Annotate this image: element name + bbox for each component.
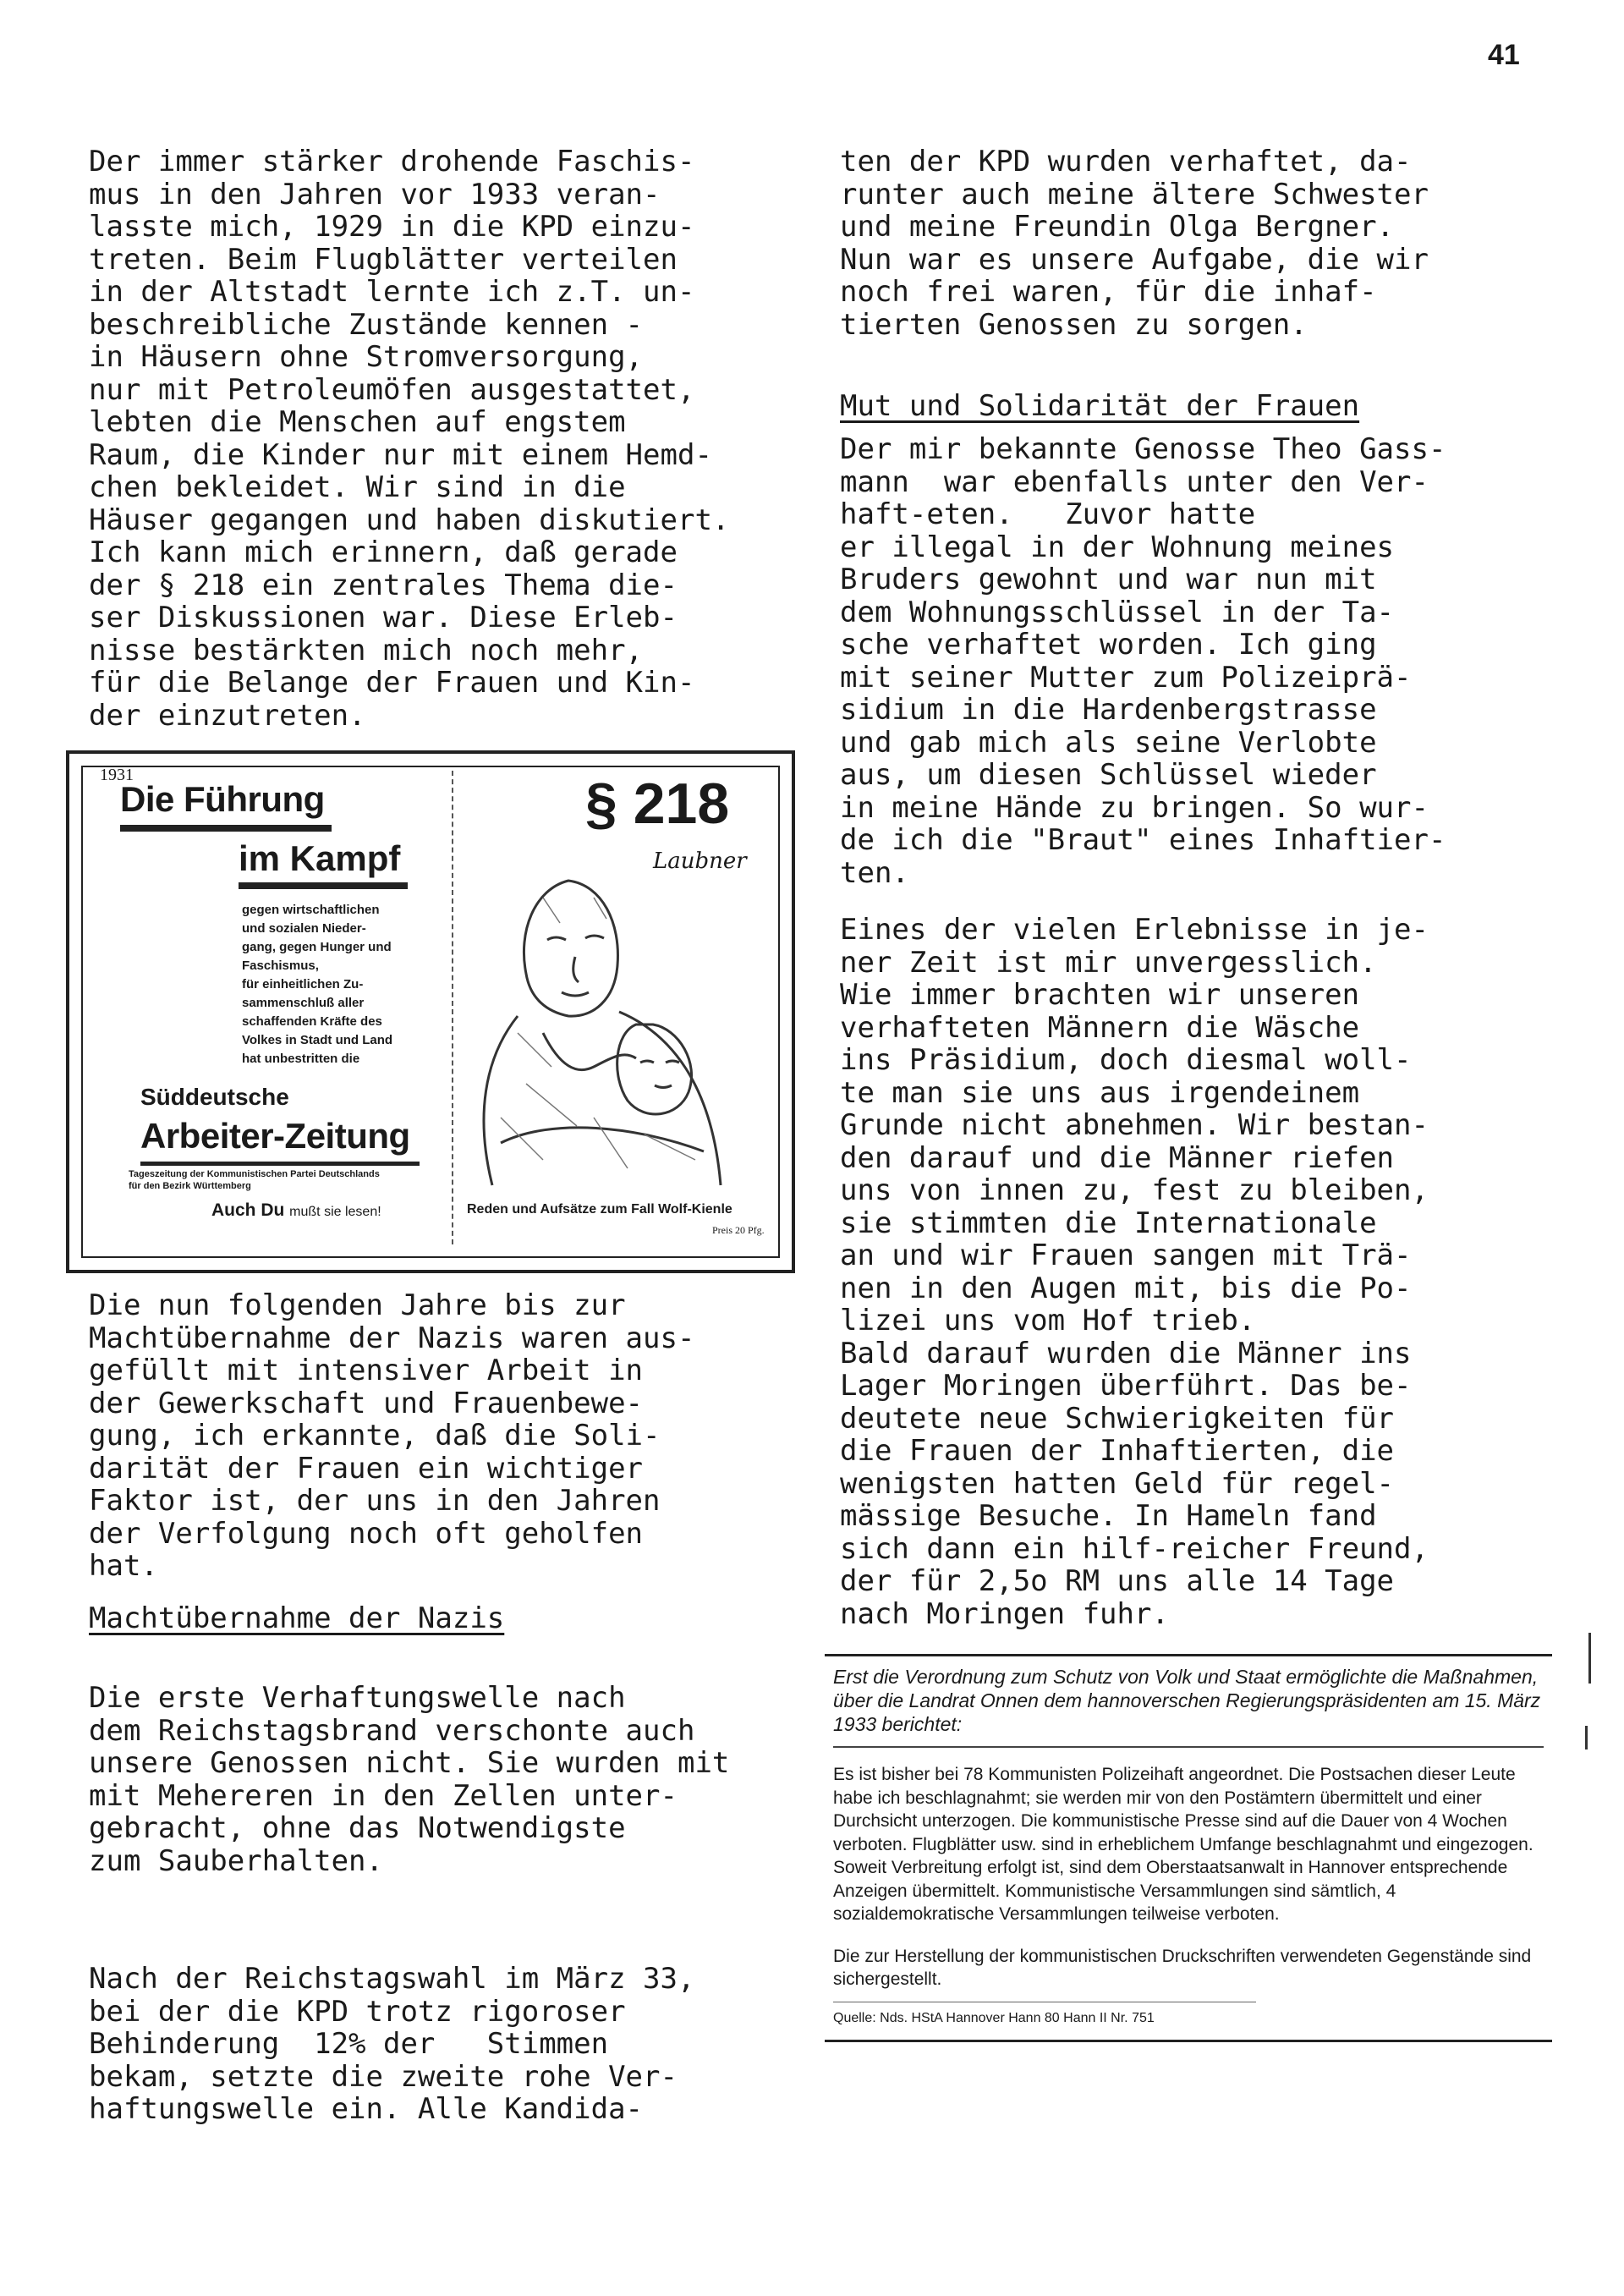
ad-caption: Reden und Aufsätze zum Fall Wolf-Kienle bbox=[467, 1202, 732, 1217]
text-line: Der immer stärker drohende Faschis- bbox=[89, 145, 695, 179]
text-line: dem Reichstagsbrand verschonte auch bbox=[89, 1713, 695, 1748]
text-line: runter auch meine ältere Schwester bbox=[840, 177, 1429, 211]
text-line: lasste mich, 1929 in die KPD einzu- bbox=[89, 210, 695, 244]
ad-signature: Laubner bbox=[653, 849, 747, 874]
heading-machtuebernahme: Machtübernahme der Nazis bbox=[89, 1601, 505, 1635]
text-line: treten. Beim Flugblätter verteilen bbox=[89, 242, 678, 277]
text-line: ins Präsidium, doch diesmal woll- bbox=[840, 1043, 1412, 1077]
text-line: nach Moringen fuhr. bbox=[840, 1596, 1169, 1631]
text-line: tierten Genossen zu sorgen. bbox=[840, 307, 1308, 342]
text-line: aus, um diesen Schlüssel wieder bbox=[840, 758, 1377, 792]
text-line: Machtübernahme der Nazis waren aus- bbox=[89, 1321, 695, 1355]
text-line: Eines der vielen Erlebnisse in je- bbox=[840, 913, 1429, 947]
ad-title-bar bbox=[120, 825, 332, 832]
text-line: gebracht, ohne das Notwendigste bbox=[89, 1811, 626, 1845]
left-intro-paragraph bbox=[89, 146, 729, 732]
text-line: der Verfolgung noch oft geholfen bbox=[89, 1516, 644, 1551]
text-line: Häuser gegangen und haben diskutiert. bbox=[89, 503, 730, 537]
text-line: Raum, die Kinder nur mit einem Hemd- bbox=[89, 437, 712, 472]
text-line: beschreibliche Zustände kennen - bbox=[89, 307, 644, 342]
text-line: Ich kann mich erinnern, daß gerade bbox=[89, 536, 678, 569]
text-line: te man sie uns aus irgendeinem bbox=[840, 1075, 1360, 1110]
right-top-paragraph bbox=[840, 146, 1429, 341]
text-line: mit seiner Mutter zum Polizeiprä- bbox=[840, 660, 1412, 695]
source-box-top-rule bbox=[825, 1654, 1552, 1656]
text-line: nisse bestärkten mich noch mehr, bbox=[89, 633, 644, 667]
text-line: mässige Besuche. In Hameln fand bbox=[840, 1499, 1377, 1533]
heading-mut-und-solidaritaet: Mut und Solidarität der Frauen bbox=[840, 389, 1360, 423]
text-line: chen bekleidet. Wir sind in die bbox=[89, 470, 626, 504]
text-line: den darauf und die Männer riefen bbox=[840, 1140, 1395, 1175]
text-line: zum Sauberhalten. bbox=[89, 1843, 383, 1878]
text-line: die Frauen der Inhaftierten, die bbox=[840, 1434, 1395, 1468]
text-line: hat. bbox=[89, 1549, 158, 1583]
text-line: verhafteten Männern die Wäsche bbox=[840, 1010, 1360, 1045]
ad-paragraph-218: § 218 bbox=[585, 772, 730, 836]
text-line: Grunde nicht abnehmen. Wir bestan- bbox=[840, 1108, 1429, 1142]
right-erlebnis-paragraph bbox=[840, 914, 1429, 1630]
ad-illustration-woman-and-child bbox=[467, 864, 738, 1194]
text-line: lebten die Menschen auf engstem bbox=[89, 405, 626, 439]
text-line: in der Altstadt lernte ich z.T. un- bbox=[89, 275, 695, 309]
text-line: der einzutreten. bbox=[89, 698, 366, 733]
text-line: Der mir bekannte Genosse Theo Gass- bbox=[840, 432, 1446, 466]
margin-mark bbox=[1585, 1726, 1588, 1749]
text-line: ser Diskussionen war. Diese Erleb- bbox=[89, 601, 678, 634]
source-quelle: Quelle: Nds. HStA Hannover Hann 80 Hann II Nr. 751 bbox=[833, 2010, 1155, 2025]
source-body-2: Die zur Herstellung der kommunistischen Druckschriften verwendeten Gegenstände sind sichergestellt. bbox=[833, 1946, 1532, 1989]
ad-slogan-rest: mußt sie lesen! bbox=[289, 1205, 381, 1219]
text-line: in Häusern ohne Stromversorgung, bbox=[89, 340, 644, 374]
text-line: ner Zeit ist mir unvergesslich. bbox=[840, 945, 1377, 980]
source-box bbox=[825, 1654, 1552, 2042]
text-line: de ich die "Braut" eines Inhaftier- bbox=[840, 823, 1446, 857]
ad-title-line2: im Kampf bbox=[239, 838, 401, 878]
text-line: er illegal in der Wohnung meines bbox=[840, 530, 1395, 564]
ad-title-bar-2 bbox=[239, 882, 408, 889]
text-line: nen in den Augen mit, bis die Po- bbox=[840, 1271, 1412, 1305]
text-line: uns von innen zu, fest zu bleiben, bbox=[840, 1173, 1429, 1207]
text-line: sich dann ein hilf-reicher Freund, bbox=[840, 1531, 1429, 1566]
ad-title-line1: Die Führung bbox=[120, 779, 325, 819]
text-line: deutete neue Schwierigkeiten für bbox=[840, 1401, 1395, 1436]
text-line: darität der Frauen ein wichtiger bbox=[89, 1451, 644, 1486]
ad-price: Preis 20 Pfg. bbox=[712, 1224, 765, 1236]
text-line: haftungswelle ein. Alle Kandida- bbox=[89, 2092, 644, 2126]
text-line: sie stimmten die Internationale bbox=[840, 1206, 1377, 1240]
text-line: wenigsten hatten Geld für regel- bbox=[840, 1466, 1395, 1501]
ad-year: 1931 bbox=[100, 766, 134, 784]
text-line: der Gewerkschaft und Frauenbewe- bbox=[89, 1386, 644, 1420]
text-line: Bruders gewohnt und war nun mit bbox=[840, 563, 1377, 596]
text-line: Bald darauf wurden die Männer ins bbox=[840, 1336, 1412, 1370]
text-line: sidium in die Hardenbergstrasse bbox=[840, 693, 1377, 727]
text-line: sche verhaftet worden. Ich ging bbox=[840, 628, 1377, 662]
page-number: 41 bbox=[1488, 39, 1520, 71]
text-line: unsere Genossen nicht. Sie wurden mit bbox=[89, 1746, 730, 1780]
right-theo-paragraph bbox=[840, 433, 1446, 889]
text-line: lizei uns vom Hof trieb. bbox=[840, 1304, 1256, 1338]
text-line: mit Mehereren in den Zellen unter- bbox=[89, 1778, 678, 1813]
source-body-1: Es ist bisher bei 78 Kommunisten Polizeihaft angeordnet. Die Postsachen dieser Leute habe ich beschlagnahmt; sie werden mir von den Postämtern übermittelt und einer Durchsicht unterzogen. Die kommunistische Presse sind auf die Dauer von 4 Wochen verboten. Flugblätter usw. sind in erheblichem Umfange beschlagnahmt und eingezogen. Soweit Verbreitung erfolgt ist, sind dem Oberstaatsanwalt in Hannover entsprechende Anzeigen übermittelt. Kommunistische Versammlungen sind sämtlich, 4 sozialdemokratische Versammlungen teilweise verboten. bbox=[833, 1765, 1533, 1924]
text-line: ten. bbox=[840, 855, 909, 890]
text-line: haft-eten. Zuvor hatte bbox=[840, 497, 1256, 531]
left-verhaftung-paragraph bbox=[89, 1682, 729, 1877]
text-line: ten der KPD wurden verhaftet, da- bbox=[840, 145, 1412, 179]
text-line: noch frei waren, für die inhaf- bbox=[840, 275, 1377, 309]
text-line: Behinderung 12% der Stimmen bbox=[89, 2027, 609, 2061]
text-line: und meine Freundin Olga Bergner. bbox=[840, 210, 1395, 244]
text-line: nur mit Petroleumöfen ausgestattet, bbox=[89, 372, 695, 407]
text-line: in meine Hände zu bringen. So wur- bbox=[840, 790, 1429, 825]
text-line: gefüllt mit intensiver Arbeit in bbox=[89, 1354, 644, 1387]
ad-paper-line1: Süddeutsche bbox=[140, 1084, 289, 1110]
ad-blurb: gegen wirtschaftlichen und sozialen Nieder- gang, gegen Hunger und Faschismus, für einheitlichen Zu- sammenschluß aller schaffenden Kräfte des Volkes in Stadt und Land hat unbestritten die bbox=[242, 903, 393, 1066]
margin-mark bbox=[1588, 1633, 1591, 1684]
advertisement-clipping bbox=[66, 750, 795, 1273]
text-line: und gab mich als seine Verlobte bbox=[840, 725, 1377, 760]
text-line: mus in den Jahren vor 1933 veran- bbox=[89, 177, 661, 211]
ad-paper-line2: Arbeiter-Zeitung bbox=[140, 1116, 410, 1156]
source-box-bottom-rule bbox=[825, 2040, 1552, 2042]
text-line: Die nun folgenden Jahre bis zur bbox=[89, 1288, 626, 1322]
text-line: Nach der Reichstagswahl im März 33, bbox=[89, 1962, 695, 1996]
ad-slogan-bold: Auch Du bbox=[211, 1200, 285, 1220]
ad-slogan bbox=[211, 1200, 381, 1221]
left-after-ad-paragraph bbox=[89, 1289, 694, 1583]
text-line: für die Belange der Frauen und Kin- bbox=[89, 666, 695, 700]
ad-paper-bar bbox=[140, 1162, 420, 1166]
text-line: an und wir Frauen sangen mit Trä- bbox=[840, 1239, 1412, 1272]
text-line: bei der die KPD trotz rigoroser bbox=[89, 1994, 626, 2029]
ad-paper-sub: Tageszeitung der Kommunistischen Partei Deutschlands für den Bezirk Württemberg bbox=[129, 1169, 380, 1191]
source-intro: Erst die Verordnung zum Schutz von Volk und Staat ermöglichte die Maßnahmen, über die Landrat Onnen dem hannoverschen Regierungspräsidenten am 15. März 1933 berichtet: bbox=[833, 1666, 1541, 1735]
text-line: Faktor ist, der uns in den Jahren bbox=[89, 1484, 661, 1518]
text-line: mann war ebenfalls unter den Ver- bbox=[840, 464, 1429, 499]
text-line: Nun war es unsere Aufgabe, die wir bbox=[840, 242, 1429, 277]
source-intro-rule bbox=[833, 1746, 1544, 1748]
ad-divider bbox=[452, 771, 453, 1244]
text-line: Wie immer brachten wir unseren bbox=[840, 978, 1360, 1012]
text-line: der § 218 ein zentrales Thema die- bbox=[89, 568, 678, 602]
text-line: bekam, setzte die zweite rohe Ver- bbox=[89, 2059, 678, 2094]
text-line: gung, ich erkannte, daß die Soli- bbox=[89, 1419, 661, 1453]
text-line: Lager Moringen überführt. Das be- bbox=[840, 1369, 1412, 1403]
left-wahl-paragraph bbox=[89, 1963, 694, 2126]
text-line: dem Wohnungsschlüssel in der Ta- bbox=[840, 595, 1395, 629]
text-line: der für 2,5o RM uns alle 14 Tage bbox=[840, 1564, 1395, 1598]
text-line: Die erste Verhaftungswelle nach bbox=[89, 1681, 626, 1715]
